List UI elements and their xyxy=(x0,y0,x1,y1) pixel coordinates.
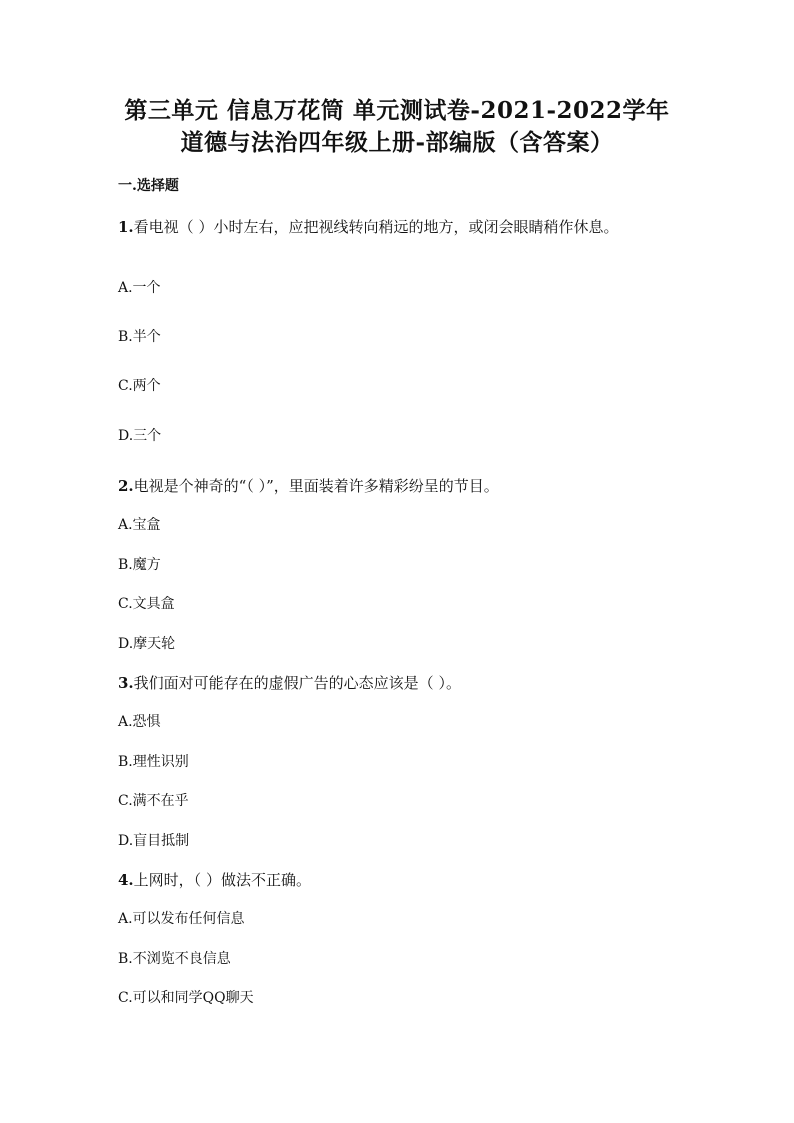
question-3-option-c: C.满不在乎 xyxy=(118,793,189,809)
question-2-option-d: D.摩天轮 xyxy=(118,636,176,652)
question-2-option-b: B.魔方 xyxy=(118,557,161,573)
question-1-option-a: A.一个 xyxy=(118,280,161,296)
question-text: 电视是个神奇的“（ ）”，里面装着许多精彩纷呈的节目。 xyxy=(133,477,499,495)
question-3 xyxy=(118,673,678,693)
question-1 xyxy=(118,217,678,237)
document-title-line-2: 道德与法治四年级上册-部编版（含答案） xyxy=(180,129,614,156)
question-text: 看电视（ ）小时左右，应把视线转向稍远的地方，或闭会眼睛稍作休息。 xyxy=(133,218,619,236)
question-2-option-a: A.宝盒 xyxy=(118,517,161,533)
question-2 xyxy=(118,476,678,496)
section-heading: 一.选择题 xyxy=(118,178,179,194)
question-2-option-c: C.文具盒 xyxy=(118,596,175,612)
question-1-option-b: B.半个 xyxy=(118,329,161,345)
question-1-option-c: C.两个 xyxy=(118,378,161,394)
question-3-option-a: A.恐惧 xyxy=(118,714,161,730)
question-4-option-b: B.不浏览不良信息 xyxy=(118,951,231,967)
document-title-line-1: 第三单元 信息万花筒 单元测试卷-2021-2022学年 xyxy=(124,97,670,124)
question-3-option-d: D.盲目抵制 xyxy=(118,833,190,849)
question-number: 1. xyxy=(118,218,134,236)
question-number: 3. xyxy=(118,674,134,692)
question-number: 4. xyxy=(118,871,134,889)
question-number: 2. xyxy=(118,477,134,495)
question-4 xyxy=(118,870,678,890)
question-text: 我们面对可能存在的虚假广告的心态应该是（ ）。 xyxy=(133,674,461,692)
question-4-option-c: C.可以和同学QQ聊天 xyxy=(118,990,254,1006)
question-4-option-a: A.可以发布任何信息 xyxy=(118,911,245,927)
question-1-option-d: D.三个 xyxy=(118,428,162,444)
question-3-option-b: B.理性识别 xyxy=(118,754,189,770)
question-text: 上网时，（ ）做法不正确。 xyxy=(133,871,311,889)
